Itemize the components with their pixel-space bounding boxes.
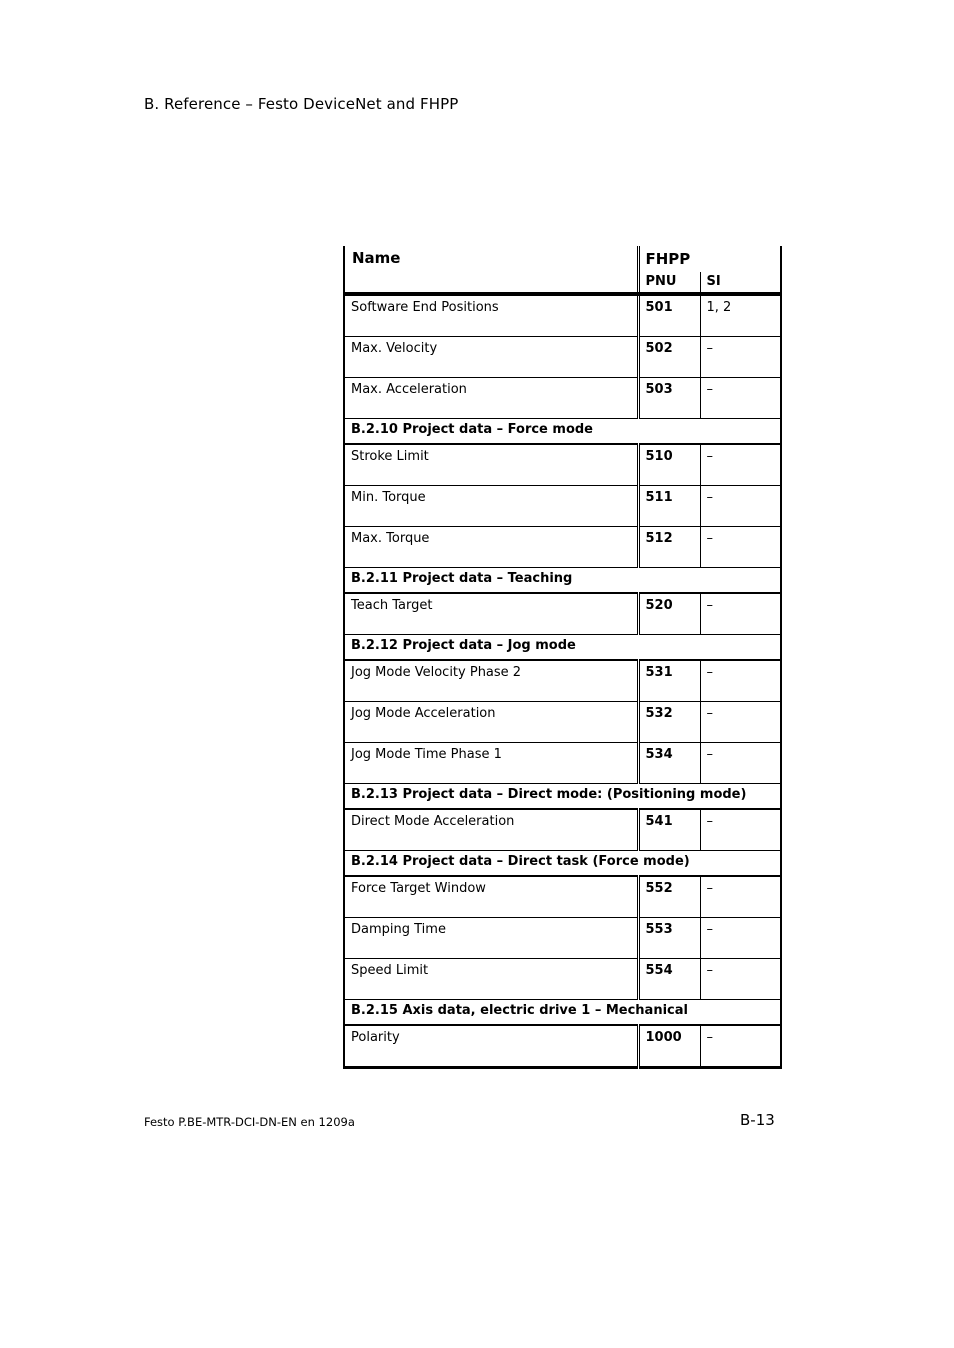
parameter-pnu: 503 (638, 378, 700, 419)
parameter-si: – (700, 1025, 781, 1068)
parameter-name: Polarity (344, 1025, 638, 1068)
parameter-pnu: 531 (638, 660, 700, 702)
parameter-name: Direct Mode Acceleration (344, 809, 638, 851)
section-heading: B.2.14 Project data – Direct task (Force mode) (344, 851, 781, 877)
parameter-si: – (700, 660, 781, 702)
parameter-name: Speed Limit (344, 959, 638, 1000)
column-header-si: SI (700, 272, 781, 294)
parameter-si: – (700, 337, 781, 378)
parameter-name: Software End Positions (344, 294, 638, 337)
table-body (344, 294, 781, 1068)
table-row (344, 660, 781, 702)
section-heading: B.2.13 Project data – Direct mode: (Positioning mode) (344, 784, 781, 810)
parameter-pnu: 511 (638, 486, 700, 527)
parameter-name: Jog Mode Acceleration (344, 702, 638, 743)
section-heading: B.2.11 Project data – Teaching (344, 568, 781, 594)
section-row (344, 851, 781, 877)
parameter-pnu: 541 (638, 809, 700, 851)
parameter-pnu: 553 (638, 918, 700, 959)
parameter-name: Jog Mode Velocity Phase 2 (344, 660, 638, 702)
parameter-pnu: 534 (638, 743, 700, 784)
parameter-pnu: 554 (638, 959, 700, 1000)
parameter-pnu: 510 (638, 444, 700, 486)
table-row (344, 743, 781, 784)
table-row (344, 337, 781, 378)
parameter-name: Damping Time (344, 918, 638, 959)
section-row (344, 419, 781, 445)
parameter-si: – (700, 444, 781, 486)
table-row (344, 527, 781, 568)
parameter-si: – (700, 486, 781, 527)
table-row (344, 876, 781, 918)
parameter-name: Teach Target (344, 593, 638, 635)
parameter-si: – (700, 527, 781, 568)
parameter-si: – (700, 809, 781, 851)
parameter-si: – (700, 743, 781, 784)
parameter-name: Max. Acceleration (344, 378, 638, 419)
page-header: B. Reference – Festo DeviceNet and FHPP (144, 95, 459, 113)
parameter-si: – (700, 959, 781, 1000)
table-row (344, 378, 781, 419)
table-row (344, 1025, 781, 1068)
section-heading: B.2.12 Project data – Jog mode (344, 635, 781, 661)
section-row (344, 784, 781, 810)
table-row (344, 593, 781, 635)
parameter-name: Min. Torque (344, 486, 638, 527)
parameter-name: Force Target Window (344, 876, 638, 918)
parameter-pnu: 501 (638, 294, 700, 337)
column-header-pnu: PNU (638, 272, 700, 294)
parameter-pnu: 512 (638, 527, 700, 568)
parameter-si: – (700, 876, 781, 918)
parameter-name: Stroke Limit (344, 444, 638, 486)
parameter-si: – (700, 378, 781, 419)
parameter-pnu: 1000 (638, 1025, 700, 1068)
section-heading: B.2.10 Project data – Force mode (344, 419, 781, 445)
parameter-pnu: 520 (638, 593, 700, 635)
parameter-name: Max. Torque (344, 527, 638, 568)
parameter-name: Jog Mode Time Phase 1 (344, 743, 638, 784)
parameter-si: – (700, 702, 781, 743)
table-row (344, 809, 781, 851)
column-header-fhpp: FHPP (638, 246, 781, 272)
table-row (344, 918, 781, 959)
column-header-name: Name (344, 246, 638, 294)
section-heading: B.2.15 Axis data, electric drive 1 – Mechanical (344, 1000, 781, 1026)
parameter-si: 1, 2 (700, 294, 781, 337)
footer-document-id: Festo P.BE-MTR-DCI-DN-EN en 1209a (144, 1115, 355, 1129)
parameter-name: Max. Velocity (344, 337, 638, 378)
section-row (344, 1000, 781, 1026)
parameter-pnu: 532 (638, 702, 700, 743)
parameter-si: – (700, 593, 781, 635)
parameter-table (343, 246, 782, 1069)
footer-page-number: B-13 (740, 1111, 775, 1129)
table-row (344, 294, 781, 337)
table-row (344, 444, 781, 486)
table-row (344, 486, 781, 527)
parameter-pnu: 502 (638, 337, 700, 378)
section-row (344, 568, 781, 594)
table-row (344, 702, 781, 743)
parameter-pnu: 552 (638, 876, 700, 918)
parameter-si: – (700, 918, 781, 959)
section-row (344, 635, 781, 661)
table-row (344, 959, 781, 1000)
